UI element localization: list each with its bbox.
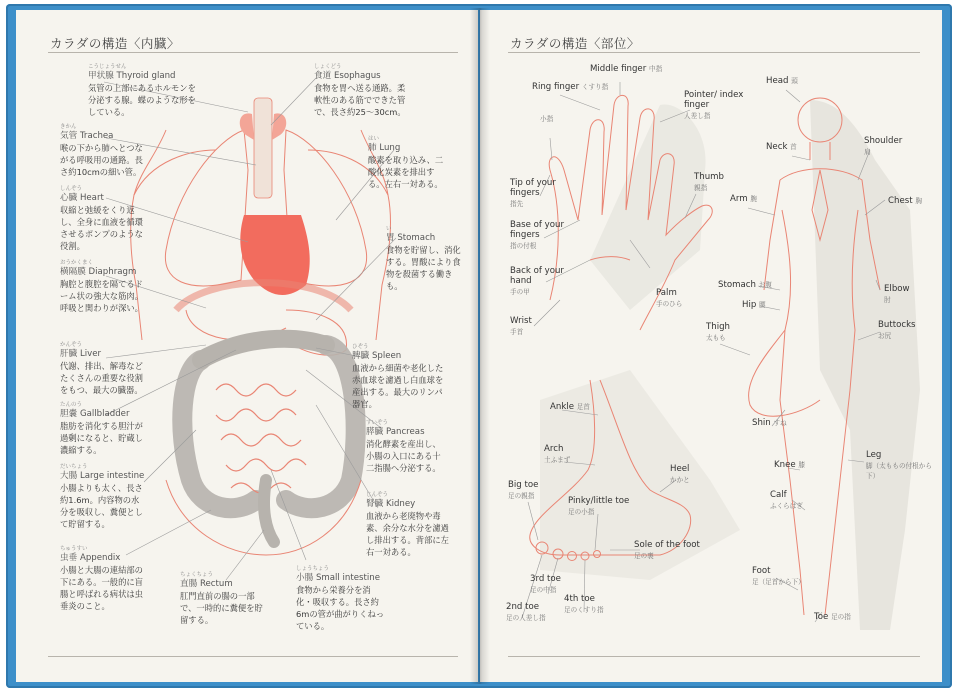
- organ-lung: [368, 136, 450, 190]
- label-calf: [770, 490, 803, 511]
- label-en: Chest: [888, 196, 913, 206]
- organ-ruby: きかん: [60, 124, 77, 130]
- organ-ruby: ちゅうすい: [60, 546, 88, 552]
- organ-name: 甲状腺: [88, 71, 114, 81]
- label-en: Arch: [544, 444, 564, 454]
- label-en: Sole of the foot: [634, 540, 700, 550]
- organ-text: 喉の下から肺へとつながる呼吸用の通路。長さ約10cmの細い管。: [60, 143, 143, 177]
- label-foot: [752, 566, 805, 587]
- organ-esophagus: [314, 64, 406, 118]
- organ-ruby: い: [386, 226, 392, 232]
- label-jp: 足首: [576, 403, 590, 411]
- organ-en: Lung: [379, 143, 401, 153]
- label-elbow: [884, 284, 910, 305]
- organ-stomach: [386, 226, 464, 292]
- right-page: [480, 10, 942, 682]
- organ-en: Gallbladder: [79, 409, 130, 419]
- label-head: [766, 76, 798, 86]
- label-jp: 手首: [510, 328, 524, 336]
- label-en: Wrist: [510, 316, 532, 326]
- label-chest: [888, 196, 922, 206]
- organ-ruby: ひぞう: [352, 344, 369, 350]
- organ-name: 肺: [368, 143, 377, 153]
- label-jp: 首: [790, 143, 797, 151]
- organ-kidney: [366, 492, 450, 558]
- label-thumb: [694, 172, 724, 193]
- organ-en: Diaphragm: [88, 267, 137, 277]
- label-jp: 人差し指: [684, 112, 711, 120]
- organ-en: Heart: [79, 193, 104, 203]
- label-en: Calf: [770, 490, 787, 500]
- label-toe: [814, 612, 851, 622]
- label-jp: 手の甲: [510, 288, 530, 296]
- organ-ruby: ちょくちょう: [180, 572, 214, 578]
- organ-name: 胃: [386, 233, 395, 243]
- organ-small-intestine: [296, 566, 386, 632]
- label-second-toe: [506, 602, 546, 623]
- organ-en: Pancreas: [385, 427, 425, 437]
- label-en: Pinky/little toe: [568, 496, 630, 506]
- organ-text: 血液から老廃物や毒素、余分な水分を濾過し排出する。背部に左右一対ある。: [366, 511, 449, 557]
- organ-ruby: しょうちょう: [296, 566, 330, 572]
- label-fingertips: [510, 178, 580, 209]
- organ-text: 食物から栄養分を消化・吸収する。長さ約6mの管が曲がりくねっている。: [296, 585, 385, 631]
- organ-name: 小腸: [296, 573, 314, 583]
- label-wrist: [510, 316, 532, 337]
- label-sole: [634, 540, 700, 561]
- right-page-title: カラダの構造〈部位〉: [510, 36, 640, 51]
- label-en: Hip: [742, 300, 757, 310]
- organ-rectum: [180, 572, 268, 626]
- label-en: Heel: [670, 464, 690, 474]
- label-index-finger: [684, 90, 754, 121]
- organ-text: 血液から細菌や老化した赤血球を濾過し白血球を産出する。最大のリンパ器官。: [352, 363, 444, 409]
- label-jp: ふくらはぎ: [770, 502, 803, 510]
- label-en: Ring finger: [532, 82, 580, 92]
- organ-name: 食道: [314, 71, 332, 81]
- organ-ruby: じんぞう: [366, 492, 389, 498]
- label-middle-finger: [590, 64, 662, 74]
- organ-text: 小腸と大腸の連結部の下にある。一般的に盲腸と呼ばれる病状は虫垂炎のこと。: [60, 565, 143, 611]
- label-shoulder: [864, 136, 902, 157]
- organ-name: 胆嚢: [60, 409, 78, 419]
- footer-rule: [48, 656, 458, 657]
- label-en: Shoulder: [864, 136, 903, 146]
- organ-name: 大腸: [60, 471, 78, 481]
- label-jp: 親指: [694, 184, 708, 192]
- label-buttocks: [878, 320, 916, 341]
- label-jp: くすり指: [581, 83, 609, 91]
- label-jp: 足の親指: [508, 492, 535, 500]
- organ-en: Liver: [79, 349, 102, 359]
- organ-ruby: しょくどう: [314, 64, 342, 70]
- organ-text: 胸腔と腹腔を隔てるドーム状の強大な筋肉。呼吸と関わりが深い。: [60, 279, 143, 313]
- organ-diaphragm: [60, 260, 146, 314]
- organ-text: 肛門直前の腸の一部で、一時的に糞便を貯留する。: [180, 591, 263, 625]
- label-jp: 足の指: [831, 613, 851, 621]
- label-en: Middle finger: [590, 64, 647, 74]
- organ-name: 直腸: [180, 579, 198, 589]
- label-jp: 足の人差し指: [506, 614, 546, 622]
- organ-text: 脂肪を消化する胆汁が過剰になると、貯蔵し濃縮する。: [60, 421, 143, 455]
- label-jp: 脚（太ももの付根から下）: [866, 462, 932, 480]
- organ-gallbladder: [60, 402, 146, 456]
- organ-en: Appendix: [79, 553, 121, 563]
- organ-en: Rectum: [199, 579, 233, 589]
- label-en: Big toe: [508, 480, 539, 490]
- label-finger-base: [510, 220, 580, 251]
- organ-text: 酸素を取り込み、二酸化炭素を排出する。左右一対ある。: [368, 155, 444, 189]
- label-en: Toe: [814, 612, 829, 622]
- label-en: Buttocks: [878, 320, 916, 330]
- label-jp: 足の小指: [568, 508, 595, 516]
- label-en: Base of your fingers: [510, 220, 564, 240]
- organ-name: 横隔膜: [60, 267, 86, 277]
- organ-name: 膵臓: [366, 427, 384, 437]
- label-en: Thumb: [694, 172, 724, 182]
- organ-ruby: たんのう: [60, 402, 83, 408]
- label-jp: 胸: [915, 197, 922, 205]
- label-en: 3rd toe: [530, 574, 561, 584]
- organ-name: 腎臓: [366, 499, 384, 509]
- label-en: Neck: [766, 142, 788, 152]
- label-jp: 足の中指: [530, 586, 557, 594]
- label-jp: お尻: [878, 332, 892, 340]
- label-ankle: [550, 402, 590, 412]
- label-jp: 足のくすり指: [564, 606, 604, 614]
- label-en: Knee: [774, 460, 796, 470]
- label-en: Arm: [730, 194, 748, 204]
- organ-text: 収縮と弛緩をくり返し、全身に血液を循環させるポンプのような役割。: [60, 205, 143, 251]
- organ-en: Spleen: [371, 351, 402, 361]
- label-knee: [774, 460, 805, 470]
- label-shin: [752, 418, 787, 428]
- label-jp: すね: [773, 419, 787, 427]
- label-jp: 腰: [759, 301, 766, 309]
- organ-en: Thyroid gland: [116, 71, 176, 81]
- organ-en: Large intestine: [79, 471, 145, 481]
- organ-ruby: だいちょう: [60, 464, 88, 470]
- organ-name: 気管: [60, 131, 78, 141]
- label-jp: 腕: [750, 195, 757, 203]
- label-en: 2nd toe: [506, 602, 540, 612]
- organ-name: 肝臓: [60, 349, 78, 359]
- label-big-toe: [508, 480, 538, 501]
- organ-name: 心臓: [60, 193, 78, 203]
- footer-rule: [508, 656, 920, 657]
- organ-ruby: こうじょうせん: [88, 64, 127, 70]
- label-jp: お腹: [758, 281, 772, 289]
- label-en: Pointer/ index finger: [684, 90, 744, 110]
- label-en: Thigh: [706, 322, 730, 332]
- organ-thyroid: [88, 64, 198, 118]
- label-back-of-hand: [510, 266, 580, 297]
- organ-en: Kidney: [385, 499, 416, 509]
- label-jp: 指先: [510, 200, 524, 208]
- left-page: [16, 10, 478, 682]
- label-jp: 太もも: [706, 334, 726, 342]
- label-en: Head: [766, 76, 789, 86]
- label-neck: [766, 142, 797, 152]
- label-arm: [730, 194, 757, 204]
- organ-heart: [60, 186, 146, 252]
- label-jp: かかと: [670, 476, 690, 484]
- label-jp: 中指: [649, 65, 663, 73]
- label-en: Leg: [866, 450, 882, 460]
- organ-en: Trachea: [79, 131, 114, 141]
- label-en: Stomach: [718, 280, 756, 290]
- label-en: Palm: [656, 288, 677, 298]
- label-en: Ankle: [550, 402, 574, 412]
- organ-pancreas: [366, 420, 448, 474]
- book-gutter: [470, 8, 490, 684]
- label-jp: 足（足首から下）: [752, 578, 805, 586]
- label-jp: 頭: [791, 77, 798, 85]
- label-en: 4th toe: [564, 594, 595, 604]
- organ-large-intestine: [60, 464, 146, 530]
- label-en: Elbow: [884, 284, 910, 294]
- label-fourth-toe: [564, 594, 604, 615]
- label-pinky-toe: [568, 496, 629, 517]
- organ-appendix: [60, 546, 146, 612]
- label-stomach-part: [718, 280, 772, 290]
- organ-spleen: [352, 344, 444, 410]
- label-heel: [670, 464, 690, 485]
- label-hip: [742, 300, 766, 310]
- organ-ruby: すいぞう: [366, 420, 389, 426]
- label-jp: 指の付根: [510, 242, 537, 250]
- organ-ruby: はい: [368, 136, 380, 142]
- label-en: Tip of your fingers: [510, 178, 556, 198]
- label-en: Foot: [752, 566, 771, 576]
- label-jp: 肩: [864, 148, 871, 156]
- organ-en: Stomach: [397, 233, 436, 243]
- organ-ruby: しんぞう: [60, 186, 83, 192]
- label-jp: 手のひら: [656, 300, 683, 308]
- organ-ruby: かんぞう: [60, 342, 83, 348]
- organ-text: 気管の上部にあるホルモンを分泌する腺。蝶のような形をしている。: [88, 83, 196, 117]
- organ-trachea: [60, 124, 146, 178]
- organ-liver: [60, 342, 146, 396]
- label-jp: 膝: [798, 461, 805, 469]
- label-thigh: [706, 322, 730, 343]
- label-ring-finger: [532, 82, 608, 92]
- label-leg: [866, 450, 932, 481]
- organ-en: Small intestine: [315, 573, 380, 583]
- label-jp: 土ふまず: [544, 456, 571, 464]
- organ-ruby: おうかくまく: [60, 260, 94, 266]
- left-page-title: カラダの構造〈内臓〉: [50, 36, 180, 51]
- organ-text: 小腸よりも太く、長さ約1.6m。内容物の水分を吸収し、糞便として貯留する。: [60, 483, 143, 529]
- label-pinky: 小指: [540, 115, 554, 123]
- organ-name: 虫垂: [60, 553, 78, 563]
- organ-text: 食物を胃へ送る通路。柔軟性のある筋でできた管で、長さ約25～30cm。: [314, 83, 406, 117]
- label-en: Shin: [752, 418, 771, 428]
- label-jp: 肘: [884, 296, 891, 304]
- label-jp: 足の裏: [634, 552, 654, 560]
- organ-text: 代謝、排出、解毒などたくさんの重要な役割をもつ、最大の臓器。: [60, 361, 143, 395]
- label-arch: [544, 444, 570, 465]
- organ-text: 消化酵素を産出し、小腸の入口にある十二指腸へ分泌する。: [366, 439, 441, 473]
- label-palm: [656, 288, 682, 309]
- label-en: Back of your hand: [510, 266, 564, 286]
- label-third-toe: [530, 574, 561, 595]
- organ-name: 脾臓: [352, 351, 370, 361]
- organ-text: 食物を貯留し、消化する。胃酸により食物を殺菌する働きも。: [386, 245, 461, 291]
- organ-en: Esophagus: [333, 71, 381, 81]
